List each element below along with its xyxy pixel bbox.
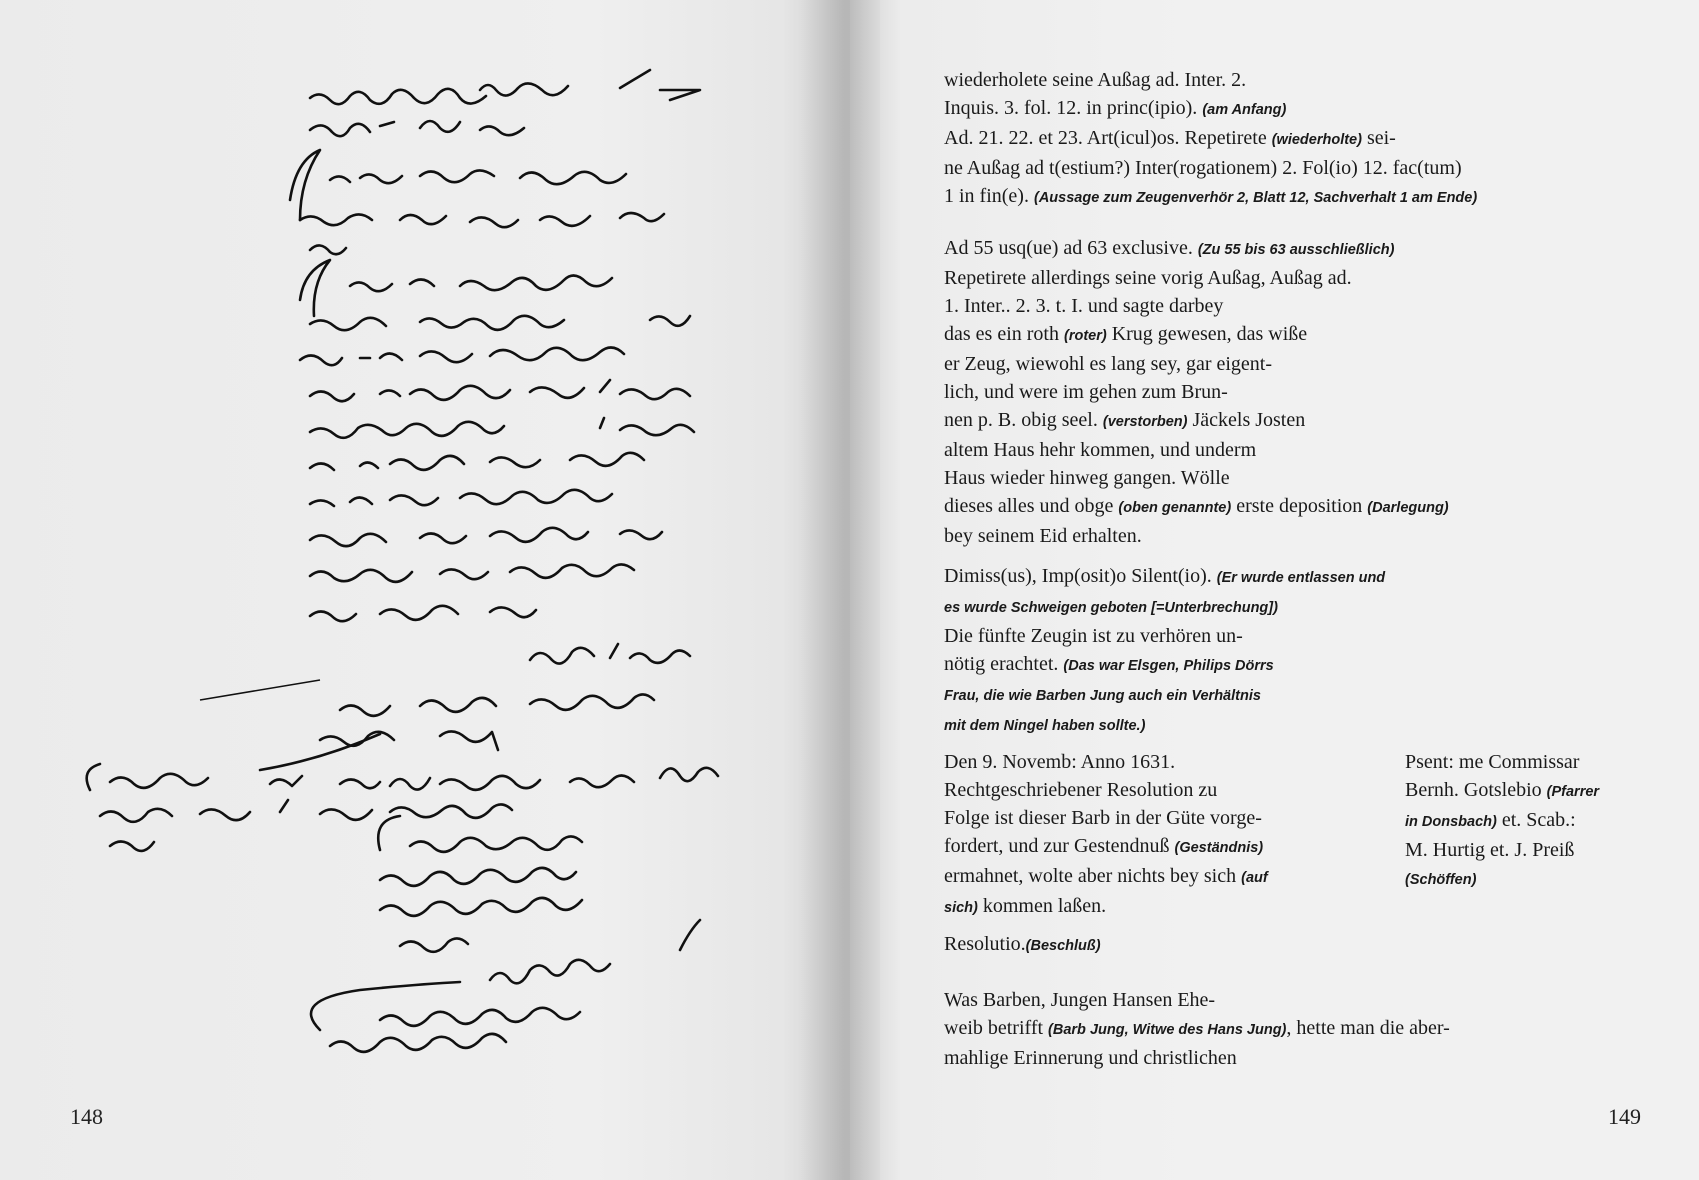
paragraph-2 [944,234,1584,550]
line-text: Psent: me Commissar [1405,751,1580,773]
handwritten-manuscript-image [60,60,780,1060]
text-line [944,930,1584,960]
line-text: bey seinem Eid erhalten. [944,525,1142,547]
note-text: (auf [1241,870,1268,886]
text-line [944,464,1584,492]
text-line [944,182,1584,212]
text-line [944,986,1584,1014]
note-text: (Geständnis) [1174,840,1264,856]
note-text: in Donsbach) [1405,814,1497,830]
paragraph-1 [944,66,1584,212]
text-line [944,492,1584,522]
note-text: es wurde Schweigen geboten [=Unterbrechung]) [944,600,1278,616]
line-text: dieses alles und obge [944,495,1119,517]
line-text: weib betrifft [944,1017,1049,1039]
note-text: (Zu 55 bis 63 ausschließlich) [1197,242,1395,258]
line-text: Dimiss(us), Imp(osit)o Silent(io). [944,565,1217,587]
text-line [944,522,1584,550]
line-text: Ad 55 usq(ue) ad 63 exclusive. [944,237,1198,259]
text-line [944,292,1584,320]
note-text: (am Anfang) [1202,102,1287,118]
text-line [944,650,1584,680]
note-text: (verstorben) [1102,414,1188,430]
text-line [944,234,1584,264]
side-note-present [1405,748,1665,894]
line-text: ne Außag ad t(estium?) Inter(rogationem) 2. Fol(io) 12. fac(tum) [944,157,1462,179]
line-text: er Zeug, wiewohl es lang sey, gar eigent- [944,353,1273,375]
line-text: et. Scab.: [1496,809,1576,831]
text-line [944,350,1584,378]
line-text: Rechtgeschriebener Resolution zu [944,779,1218,801]
text-line [944,892,1584,922]
text-line [944,154,1584,182]
note-text: sich) [944,900,978,916]
line-text: kommen laßen. [977,895,1107,917]
text-line [1405,806,1665,836]
note-text: mit dem Ningel haben sollte.) [944,718,1146,734]
text-line [1405,836,1665,864]
line-text: Ad. 21. 22. et 23. Art(icul)os. Repetirete [944,127,1272,149]
text-line [944,406,1584,436]
line-text: Folge ist dieser Barb in der Güte vorge- [944,807,1262,829]
page-number-right: 149 [1608,1104,1641,1129]
note-text: (Darlegung) [1367,500,1449,516]
line-text: 1. Inter.. 2. 3. t. I. und sagte darbey [944,295,1224,317]
line-text: 1 in fin(e). [944,185,1034,207]
line-text: Die fünfte Zeugin ist zu verhören un- [944,625,1243,647]
note-text: Frau, die wie Barben Jung auch ein Verhältnis [944,688,1261,704]
line-text: lich, und were im gehen zum Brun- [944,381,1228,403]
paragraph-3 [944,562,1584,740]
line-text: Was Barben, Jungen Hansen Ehe- [944,989,1216,1011]
text-line [944,1014,1584,1044]
line-text: erste deposition [1231,495,1368,517]
text-line [1405,776,1665,806]
line-text: M. Hurtig et. J. Preiß [1405,839,1575,861]
line-text: Jäckels Josten [1187,409,1306,431]
line-text: das es ein roth [944,323,1064,345]
line-text: Inquis. 3. fol. 12. in princ(ipio). [944,97,1203,119]
text-line [944,66,1584,94]
paragraph-6 [944,986,1584,1072]
note-text: (Pfarrer [1546,784,1600,800]
line-text: Resolutio. [944,933,1026,955]
text-line [944,94,1584,124]
note-text: (wiederholte) [1271,132,1362,148]
note-text: (Schöffen) [1405,872,1477,888]
text-line [944,264,1584,292]
line-text: , hette man die aber- [1286,1017,1450,1039]
text-line [944,124,1584,154]
note-text: (Das war Elsgen, Philips Dörrs [1063,658,1274,674]
text-line [944,436,1584,464]
line-text: Den 9. Novemb: Anno 1631. [944,751,1176,773]
paragraph-5 [944,930,1584,960]
line-text: Krug gewesen, das wiße [1106,323,1308,345]
text-line [944,378,1584,406]
note-text: (oben genannte) [1118,500,1232,516]
line-text: mahlige Erinnerung und christlichen [944,1047,1237,1069]
text-line [944,680,1584,710]
text-line [944,710,1584,740]
line-text: nötig erachtet. [944,653,1064,675]
line-text: nen p. B. obig seel. [944,409,1103,431]
line-text: sei- [1361,127,1396,149]
text-line [944,562,1584,592]
line-text: wiederholete seine Außag ad. Inter. 2. [944,69,1247,91]
text-line [1405,864,1665,894]
text-line [944,622,1584,650]
text-line [944,320,1584,350]
text-line [1405,748,1665,776]
text-line [944,592,1584,622]
text-line [944,1044,1584,1072]
line-text: ermahnet, wolte aber nichts bey sich [944,865,1242,887]
note-text: (Er wurde entlassen und [1216,570,1386,586]
note-text: (Aussage zum Zeugenverhör 2, Blatt 12, Sachverhalt 1 am Ende) [1033,190,1478,206]
note-text: (Barb Jung, Witwe des Hans Jung) [1048,1022,1287,1038]
line-text: altem Haus hehr kommen, und underm [944,439,1257,461]
line-text: fordert, und zur Gestendnuß [944,835,1175,857]
note-text: (Beschluß) [1025,938,1101,954]
line-text: Bernh. Gotslebio [1405,779,1547,801]
note-text: (roter) [1063,328,1107,344]
line-text: Repetirete allerdings seine vorig Außag, Außag ad. [944,267,1352,289]
page-number-left: 148 [70,1104,103,1129]
line-text: Haus wieder hinweg gangen. Wölle [944,467,1230,489]
